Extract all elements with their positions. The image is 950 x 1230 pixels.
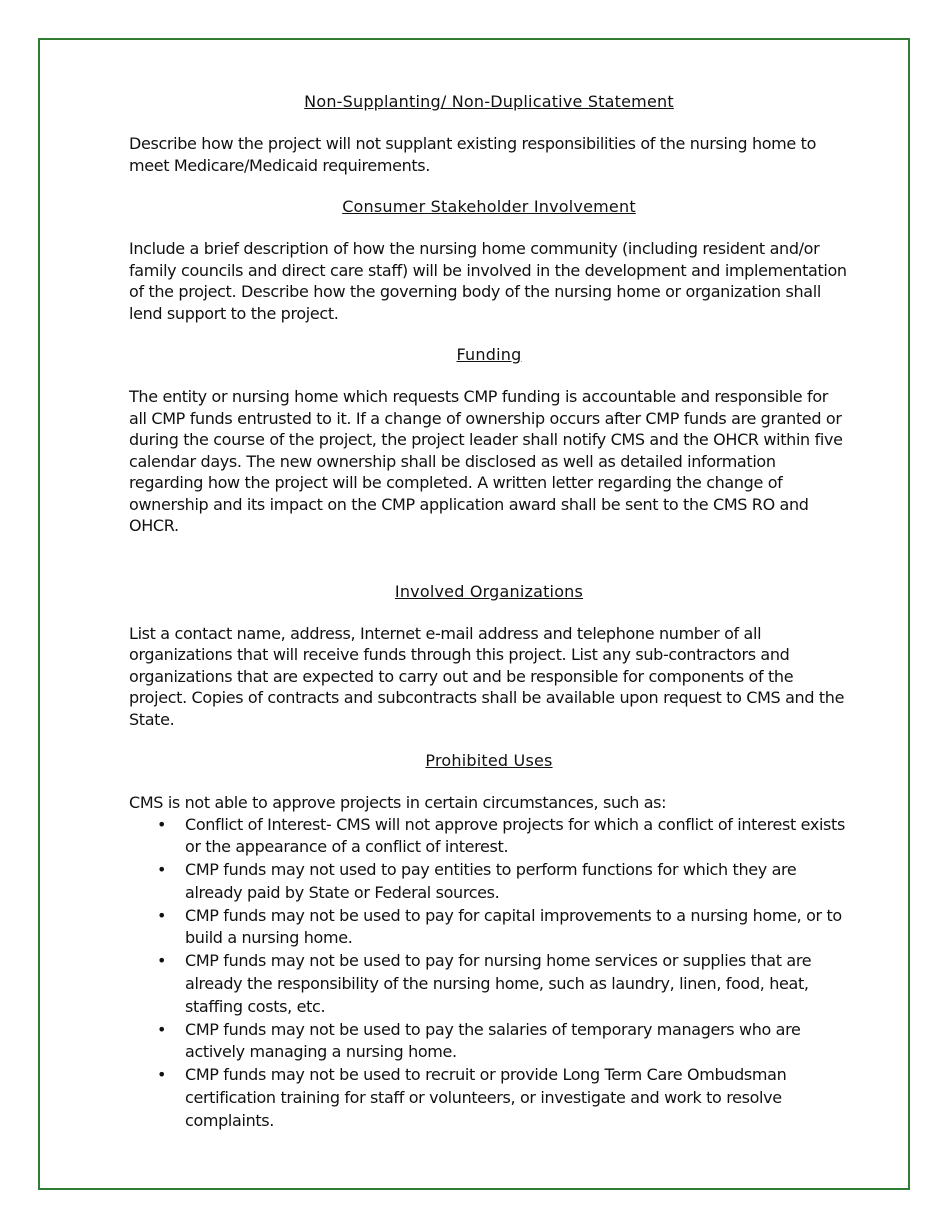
heading-involved-organizations: Involved Organizations (394, 581, 584, 601)
list-item: • CMP funds may not be used to recruit or provide Long Term Care Ombudsman certification training for staff or volunteers, or investigate and work to resolve complaints. (129, 1064, 849, 1132)
list-item: • CMP funds may not be used to pay the salaries of temporary managers who are actively managing a nursing home. (129, 1019, 849, 1065)
paragraph-funding: The entity or nursing home which requests CMP funding is accountable and responsible for all CMP funds entrusted to it. If a change of ownership occurs after CMP funds are granted or during the course of the project, the project leader shall notify CMS and the OHCR within five calendar days. The new ownership shall be disclosed as well as detailed information regarding how the project will be completed. A written letter regarding the change of ownership and its impact on the CMP application award shall be sent to the CMS RO and OHCR. (129, 387, 843, 535)
list-item: • Conflict of Interest- CMS will not approve projects for which a conflict of interest exists or the appearance of a conflict of interest. (129, 814, 849, 860)
list-item: • CMP funds may not be used to pay for capital improvements to a nursing home, or to build a nursing home. (129, 905, 849, 951)
paragraph-prohibited-intro: CMS is not able to approve projects in certain circumstances, such as: (129, 793, 667, 812)
heading-consumer-involvement: Consumer Stakeholder Involvement (342, 197, 636, 216)
prohibited-uses-list (129, 814, 849, 1133)
paragraph-consumer-involvement: Include a brief description of how the nursing home community (including resident and/or family councils and direct care staff) will be involved in the development and implementation of the project. Describe how the governing body of the nursing home or organization shall lend support to the project. (129, 239, 847, 323)
list-item: • CMP funds may not used to pay entities to perform functions for which they are already paid by State or Federal sources. (129, 859, 849, 905)
heading-prohibited-uses: Prohibited Uses (425, 751, 553, 770)
document-body (129, 90, 849, 1133)
paragraph-non-supplanting: Describe how the project will not supplant existing responsibilities of the nursing home to meet Medicare/Medicaid requirements. (129, 134, 817, 175)
heading-non-supplanting: Non-Supplanting/ Non-Duplicative Statement (304, 92, 674, 111)
heading-funding: Funding (456, 345, 522, 364)
list-item: • CMP funds may not be used to pay for nursing home services or supplies that are already the responsibility of the nursing home, such as laundry, linen, food, heat, staffing costs, etc. (129, 950, 849, 1018)
paragraph-involved-organizations: List a contact name, address, Internet e-mail address and telephone number of all organizations that will receive funds through this project. List any sub-contractors and organizations that are expected to carry out and be responsible for components of the project. Copies of contracts and subcontracts shall be available upon request to CMS and the State. (129, 623, 845, 729)
